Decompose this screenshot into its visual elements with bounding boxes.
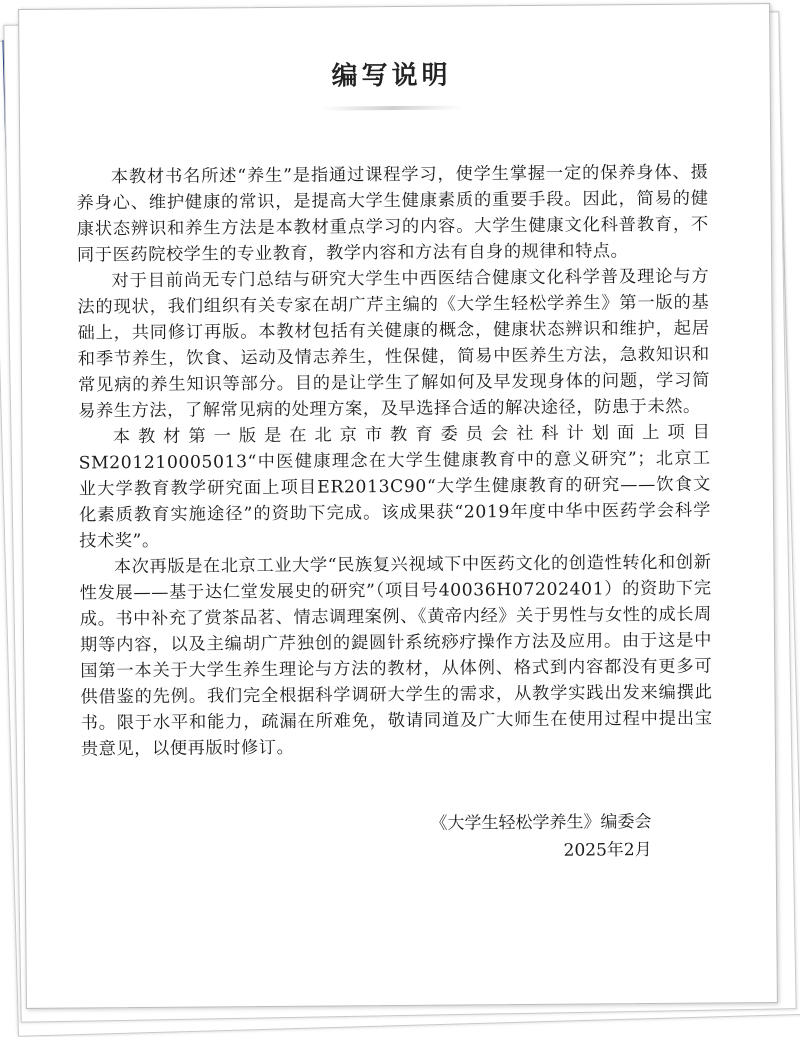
signature: 《大学生轻松学养生》编委会 — [430, 812, 652, 834]
page-title: 编写说明 — [331, 60, 452, 92]
paragraph-1: 本教材书名所述“养生”是指通过课程学习，使学生掌握一定的保养身体、摄养身心、维护健康的常识，是提高大学生健康素质的重要手段。因此，简易的健康状态辨识和养生方法是本教材重点学习的内容。大学生健康文化科普教育，不同于医药院校学生的专业教育，教学内容和方法有自身的规律和特点。 — [76, 162, 709, 266]
title-underline — [322, 105, 462, 110]
paragraph-4: 本次再版是在北京工业大学“民族复兴视域下中医药文化的创造性转化和创新性发展——基于达仁堂发展史的研究”（项目号40036H07202401）的资助下完成。书中补充了赏茶品茗、情志调理案例、《黄帝内经》关于男性与女性的成长周期等内容，以及主编胡广芹独创的鍉圆针系统痧疗操作方法及应用。由于这是中国第一本关于大学生养生理论与方法的教材，从体例、格式到内容都没有更多可供借鉴的先例。我们完全根据科学调研大学生的需求，从教学实践出发来编撰此书。限于水平和能力，疏漏在所难免，敬请同道及广大师生在使用过程中提出宝贵意见，以便再版时修订。 — [79, 552, 713, 760]
paragraph-2: 对于目前尚无专门总结与研究大学生中西医结合健康文化科学普及理论与方法的现状，我们组织有关专家在胡广芹主编的《大学生轻松学养生》第一版的基础上，共同修订再版。本教材包括有关健康的概念，健康状态辨识和维护，起居和季节养生，饮食、运动及情志养生，性保健，简易中医养生方法，急救知识和常见病的养生知识等部分。目的是让学生了解如何及早发现身体的问题，学习简易养生方法，了解常见病的处理方案，及早选择合适的解决途径，防患于未然。 — [77, 266, 711, 422]
document-page — [18, 3, 778, 1009]
date: 2025年2月 — [563, 840, 652, 861]
signature-block — [81, 808, 713, 869]
paragraph-3: 本教材第一版是在北京市教育委员会社科计划面上项目SM201210005013“中医健康理念在大学生健康教育中的意义研究”；北京工业大学教育教学研究面上项目ER2013C90“大学生健康教育的研究——饮食文化素质教育实施途径”的资助下完成。该成果获“2019年度中华中医药学会科学技术奖”。 — [78, 422, 712, 552]
document-body — [76, 160, 713, 763]
